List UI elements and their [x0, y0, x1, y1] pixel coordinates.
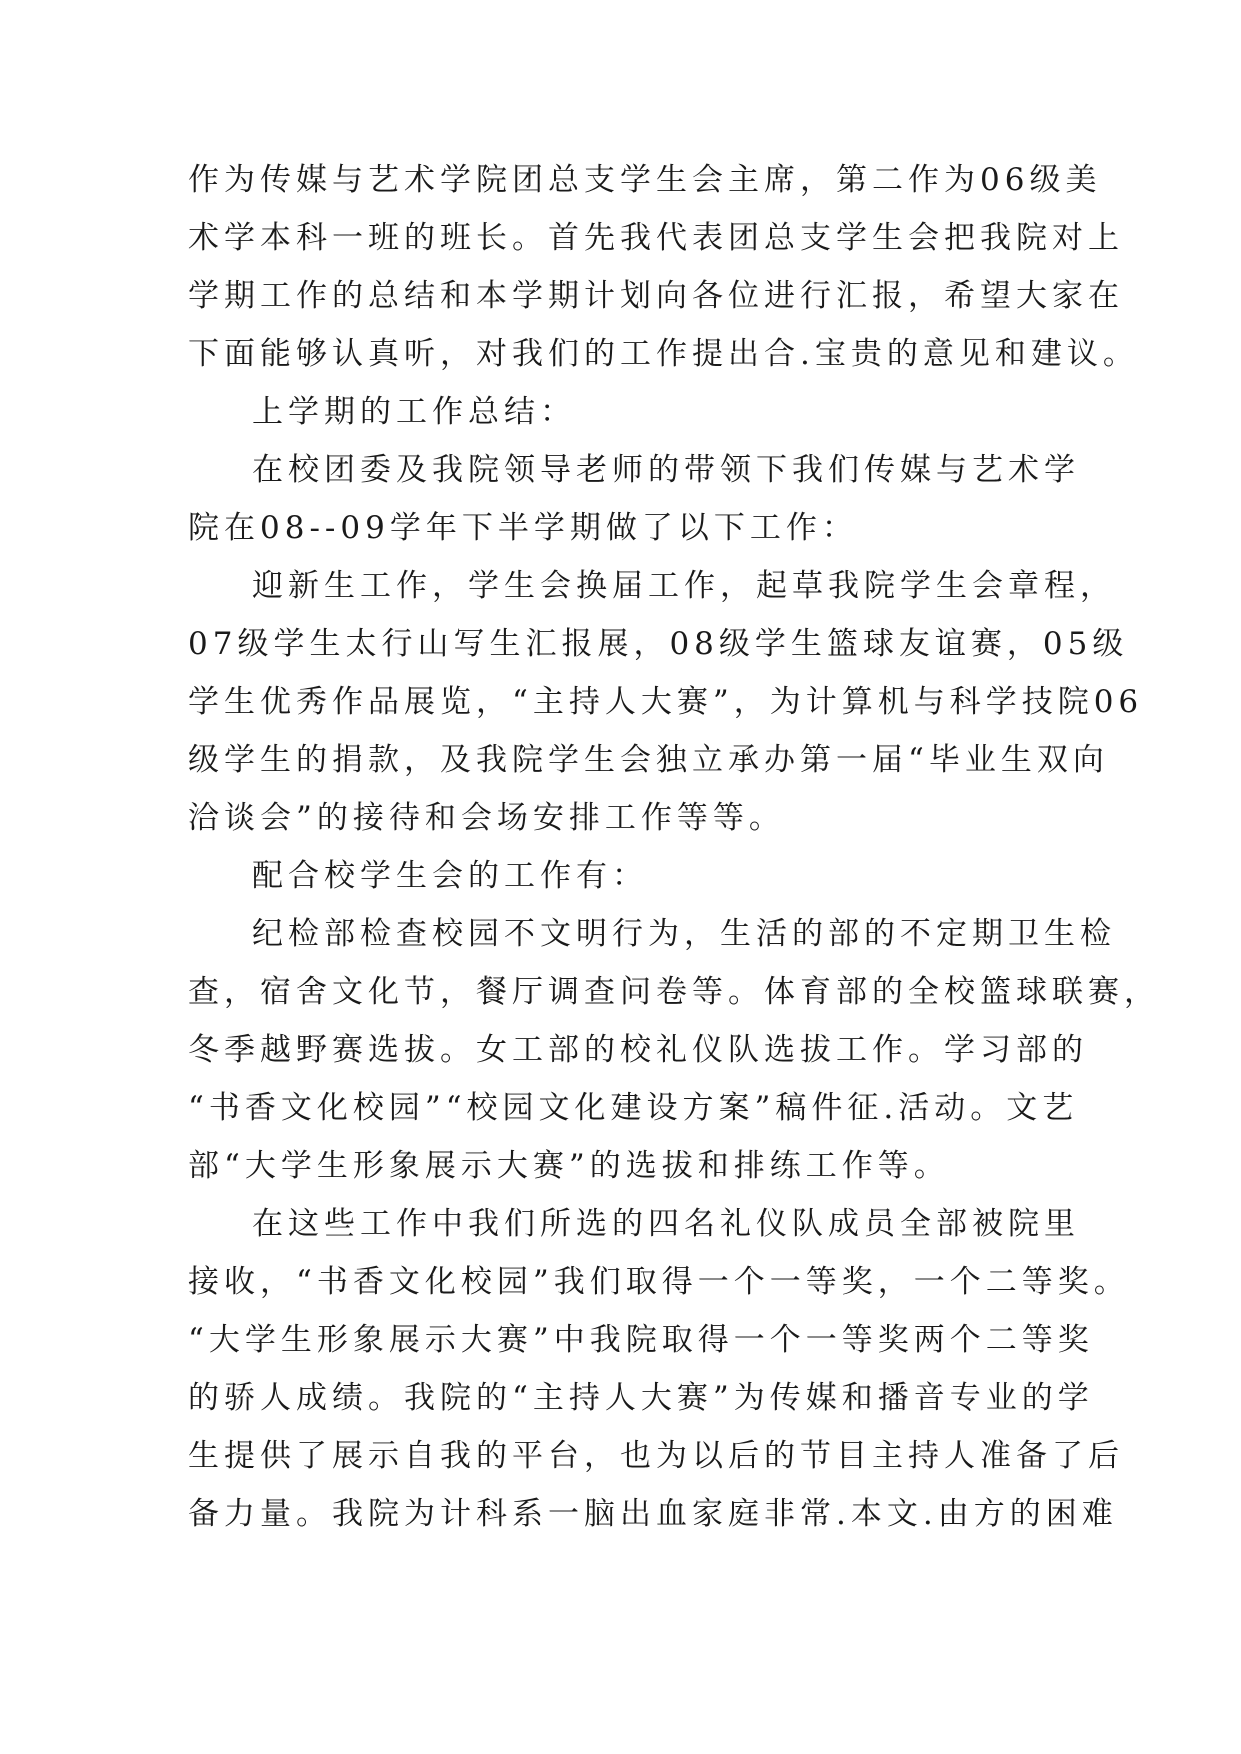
text-line: 迎新生工作，学生会换届工作，起草我院学生会章程，	[252, 568, 1116, 604]
text-line: 院在08--09学年下半学期做了以下工作：	[188, 510, 858, 546]
text-line: 术学本科一班的班长。首先我代表团总支学生会把我院对上	[188, 220, 1124, 256]
text-line: 洽谈会”的接待和会场安排工作等等。	[188, 800, 785, 836]
text-line: 的骄人成绩。我院的“主持人大赛”为传媒和播音专业的学	[188, 1380, 1094, 1416]
text-line: 在校团委及我院领导老师的带领下我们传媒与艺术学	[252, 452, 1080, 488]
text-line: 部“大学生形象展示大赛”的选拔和排练工作等。	[188, 1148, 950, 1184]
text-line: 纪检部检查校园不文明行为，生活的部的不定期卫生检	[252, 916, 1116, 952]
text-line: “书香文化校园”“校园文化建设方案”稿件征.活动。文艺	[188, 1090, 1079, 1126]
text-line: 07级学生太行山写生汇报展，08级学生篮球友谊赛，05级	[188, 626, 1129, 662]
section-heading: 配合校学生会的工作有：	[252, 858, 648, 894]
text-line: 查，宿舍文化节，餐厅调查问卷等。体育部的全校篮球联赛，	[188, 974, 1160, 1010]
text-line: 备力量。我院为计科系一脑出血家庭非常.本文.由方的困难	[188, 1496, 1118, 1532]
text-line: 在这些工作中我们所选的四名礼仪队成员全部被院里	[252, 1206, 1080, 1242]
text-line: 下面能够认真听，对我们的工作提出合.宝贵的意见和建议。	[188, 336, 1139, 372]
text-line: 学期工作的总结和本学期计划向各位进行汇报，希望大家在	[188, 278, 1124, 314]
text-line: 作为传媒与艺术学院团总支学生会主席，第二作为06级美	[188, 162, 1102, 198]
text-line: 级学生的捐款，及我院学生会独立承办第一届“毕业生双向	[188, 742, 1109, 778]
section-heading: 上学期的工作总结：	[252, 394, 576, 430]
text-line: 学生优秀作品展览，“主持人大赛”，为计算机与科学技院06	[188, 684, 1144, 720]
text-line: 生提供了展示自我的平台，也为以后的节目主持人准备了后	[188, 1438, 1124, 1474]
text-line: 冬季越野赛选拔。女工部的校礼仪队选拔工作。学习部的	[188, 1032, 1088, 1068]
text-line: “大学生形象展示大赛”中我院取得一个一等奖两个二等奖	[188, 1322, 1094, 1358]
text-line: 接收，“书香文化校园”我们取得一个一等奖，一个二等奖。	[188, 1264, 1130, 1300]
